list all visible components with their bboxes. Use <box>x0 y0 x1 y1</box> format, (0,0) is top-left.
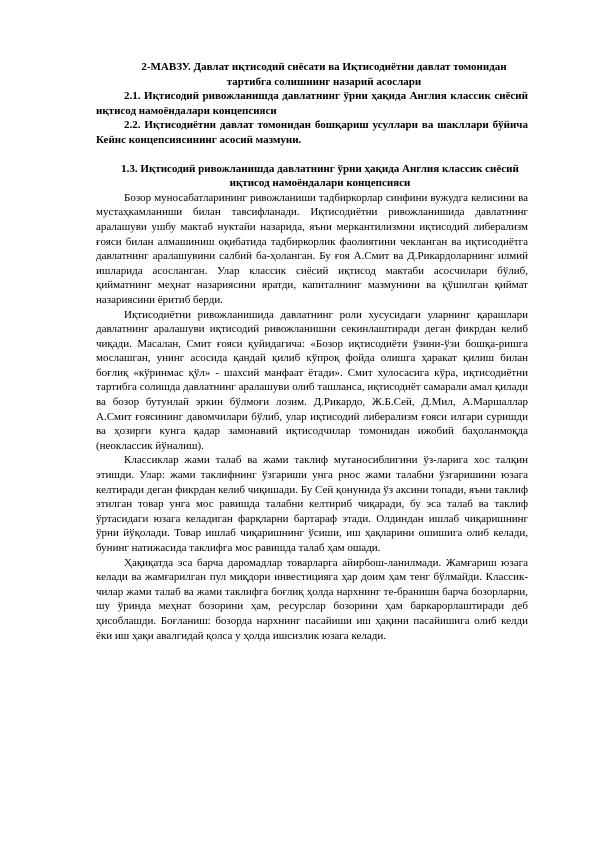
topic-item: 2.2. Иқтисодиётни давлат томонидан бошқариш усуллари ва шакллари бўйича Кейнс концепсиясининг асосий мазмуни. <box>96 119 528 146</box>
body-paragraph: Бозор муносабатларининг ривожланиши тадбиркорлар синфини вужудга келисини ва мустаҳкамланиши билан тавсифланади. Иқтисодиётни ривожланишида давлатнинг аралашуви ушбу мактаб нуктайи назарида, яъни меркантилизмни иқтисодий либерализм ғояси билан алмашиниш оқибатида тадбиркорлик фаолиятини чекланган ва иқтисодиётга давлатнинг аралашувини салбий ба-ҳоланган. Бу ғоя А.Смит ва Д.Рикардоларнинг илмий ишларида асосланган. Улар классик сиёсий иқтисод мактаби асосчилари бўлиб, қийматнинг меҳнат назариясини яратди, капиталнинг мазмунини ва қўшилган қиймат назариясини ёритиб берди. <box>96 191 528 306</box>
topic-item: 2.1. Иқтисодий ривожланишда давлатнинг ўрни ҳақида Англия классик сиёсий иқтисод намоёндалари концепсияси <box>96 90 528 117</box>
body-paragraph: Ҳақиқатда эса барча даромадлар товарларга айирбош-ланилмади. Жамғариш юзага келади ва жамғарилган пул миқдори инвестицияга ҳар доим ҳам тенг бўлмайди. Классик-чилар жами талаб ва жами таклифга боғлиқ ҳолда нархнинг те-бранишн барча бозорларни, шу ўринда меҳнат бозорини ҳам, ресурслар бозорини ҳам баркарорлаштиради деб ҳисоблашди. Боғланиш: бозорда нархнинг пасайиши иш ҳақини пасайишига олиб келди ёки иш ҳақи авалгидай қолса у ҳолда ишсизлик юзага келади. <box>96 556 528 642</box>
body-paragraph: Классиклар жами талаб ва жами таклиф мутаносиблигини ўз-ларига хос талқин этишди. Улар: жами таклифнинг ўзгариши унга рнос жами талабни ўзгаришини юзага келтиради деган фикрдан келиб чиқишади. Бу Сей қонунида ўз аксини топади, яъни таклиф этилган товар унга мос равишда талабни келтириб чиқаради, бу эса талаб ва таклиф ўртасидаги юзага келадиган фарқларни бартараф этади. Олдиндан ишлаб чиқаришнинг ўрни йўқолади. Товар ишлаб чиқаришнинг ўсиши, иш ҳақларини ошишига олиб келади, бунинг натижасида таклифга мос равишда талаб ҳам ошади. <box>96 454 528 554</box>
document-page <box>96 60 528 643</box>
document-title: 2-МАВЗУ. Давлат иқтисодий сиёсати ва Иқтисодиётни давлат томонидан тартибга солишнинг назарий асослари <box>141 61 507 88</box>
section-title: 1.3. Иқтисодий ривожланишда давлатнинг ўрни ҳақида Англия классик сиёсий иқтисод намоёндалари концепсияси <box>121 162 519 190</box>
body-paragraph: Иқтисодиётни ривожланишида давлатнинг роли хусусидаги уларнинг қарашлари давлатнинг аралашуви иқтисодий ривожланишни секинлаштиради деган фикрдан келиб чиқади. Масалан, Смит ғояси қуйидагича: «Бозор иқтисодиёти ўзини-ўзи бошқа-ришга мослашган, унинг асосида қандай қилиб кўпроқ фойда олишга ҳаракат қилиш билан боғлиқ «кўринмас қўл» - шахсий манфаат ётади». Смит хулосасига кўра, иқтисодиётни тартибга солишда давлатнинг аралашуви олиб ташланса, иқтисодиёт самарали амал қилади ва бозор бутунлай эркин бўлмоғи лозим. Д.Рикардо, Ж.Б.Сей, Д.Мил, А.Маршаллар А.Смит ғоясининг давомчилари бўлиб, улар иқтисодий либерализм ғояси илгари суришди ва ҳозирги кунга қадар замонавий иқтисодчилар томонидан ижобий баҳоланмоқда (неоклассик йўналиш). <box>96 308 528 452</box>
